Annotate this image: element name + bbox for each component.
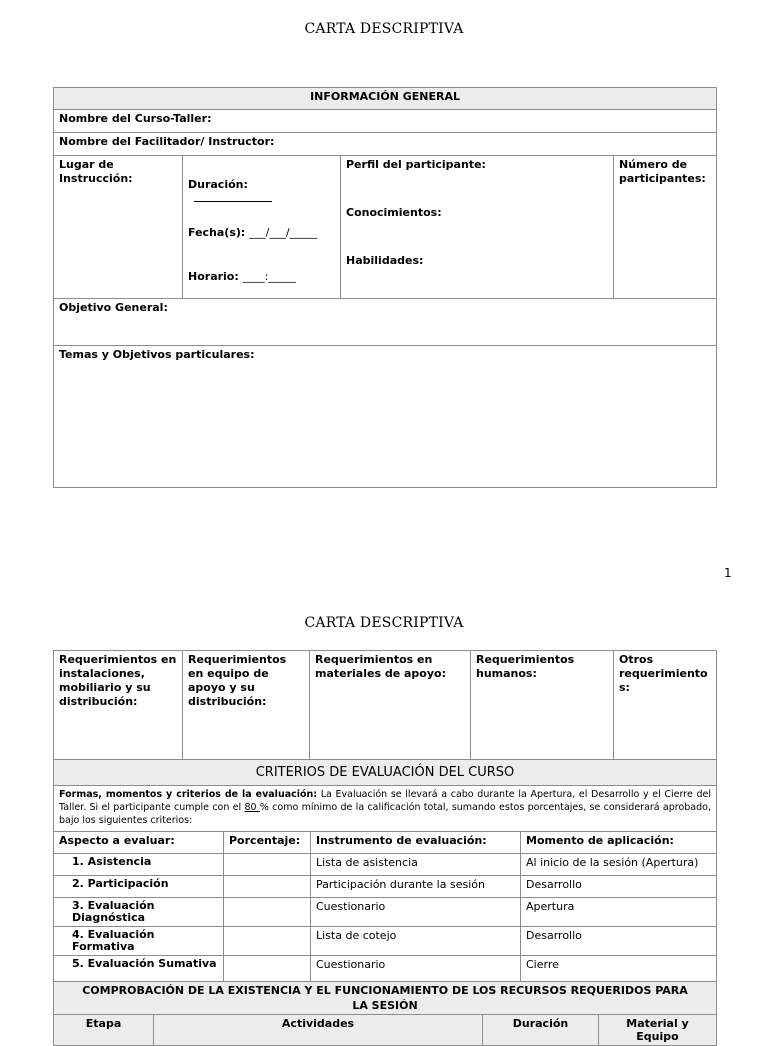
req-other-field[interactable]: Otros requerimiento s: xyxy=(614,651,717,760)
table-row xyxy=(54,956,717,982)
duration-label: Duración: xyxy=(188,178,248,191)
schedule-field[interactable] xyxy=(188,270,335,283)
eval-percent-input[interactable] xyxy=(224,927,311,956)
profile-label: Perfil del participante: xyxy=(346,158,486,171)
requirements-table xyxy=(53,650,717,832)
session-col-duration: Duración xyxy=(483,1015,599,1046)
eval-aspect: 1. Asistencia xyxy=(54,854,224,876)
evaluation-table xyxy=(53,831,717,1016)
eval-moment: Cierre xyxy=(521,956,717,982)
req-materials-field[interactable]: Requerimientos en materiales de apoyo: xyxy=(310,651,471,760)
eval-col-aspect: Aspecto a evaluar: xyxy=(54,832,224,854)
duration-line xyxy=(194,191,272,202)
eval-aspect: 5. Evaluación Sumativa xyxy=(54,956,224,982)
schedule-blank: ____:_____ xyxy=(242,270,296,283)
schedule-label: Horario: xyxy=(188,270,239,283)
eval-moment: Al inicio de la sesión (Apertura) xyxy=(521,854,717,876)
page-title-2: CARTA DESCRIPTIVA xyxy=(304,615,464,631)
eval-instrument: Participación durante la sesión xyxy=(311,876,521,898)
table-row xyxy=(54,854,717,876)
dates-field[interactable] xyxy=(188,226,335,270)
eval-moment: Desarrollo xyxy=(521,876,717,898)
place-field[interactable]: Lugar de Instrucción: xyxy=(54,156,183,299)
eval-percent-input[interactable] xyxy=(224,854,311,876)
eval-moment: Desarrollo xyxy=(521,927,717,956)
participants-field[interactable]: Número de participantes: xyxy=(614,156,717,299)
verification-header: COMPROBACIÓN DE LA EXISTENCIA Y EL FUNCIONAMIENTO DE LOS RECURSOS REQUERIDOS PARA LA SESIÓN xyxy=(54,982,717,1016)
eval-aspect: 2. Participación xyxy=(54,876,224,898)
criteria-text-bold: Formas, momentos y criterios de la evaluación: xyxy=(59,789,318,800)
table-row xyxy=(54,898,717,927)
course-name-field[interactable]: Nombre del Curso-Taller: xyxy=(54,110,717,133)
table-row xyxy=(54,876,717,898)
duration-field[interactable] xyxy=(188,178,335,226)
eval-instrument: Cuestionario xyxy=(311,956,521,982)
req-equipment-field[interactable]: Requerimientos en equipo de apoyo y su distribución: xyxy=(183,651,310,760)
eval-col-instrument: Instrumento de evaluación: xyxy=(311,832,521,854)
eval-aspect: 3. Evaluación Diagnóstica xyxy=(54,898,224,927)
criteria-percent: 80 xyxy=(244,802,260,813)
eval-percent-input[interactable] xyxy=(224,876,311,898)
dates-label: Fecha(s): xyxy=(188,226,246,239)
session-col-stage: Etapa xyxy=(54,1015,154,1046)
skills-field[interactable]: Habilidades: xyxy=(346,254,424,267)
facilitator-field[interactable]: Nombre del Facilitador/ Instructor: xyxy=(54,133,717,156)
profile-cell xyxy=(341,156,614,299)
logistics-cell xyxy=(183,156,341,299)
dates-blank: ___/___/_____ xyxy=(249,226,318,239)
general-info-table xyxy=(53,87,717,488)
session-table xyxy=(53,1014,717,1046)
eval-instrument: Lista de cotejo xyxy=(311,927,521,956)
eval-col-moment: Momento de aplicación: xyxy=(521,832,717,854)
req-installations-field[interactable]: Requerimientos en instalaciones, mobiliario y su distribución: xyxy=(54,651,183,760)
eval-moment: Apertura xyxy=(521,898,717,927)
eval-instrument: Cuestionario xyxy=(311,898,521,927)
page-number: 1 xyxy=(724,566,732,580)
eval-percent-input[interactable] xyxy=(224,956,311,982)
req-human-field[interactable]: Requerimientos humanos: xyxy=(471,651,614,760)
eval-percent-input[interactable] xyxy=(224,898,311,927)
table-row xyxy=(54,927,717,956)
eval-instrument: Lista de asistencia xyxy=(311,854,521,876)
eval-aspect: 4. Evaluación Formativa xyxy=(54,927,224,956)
session-col-material: Material y Equipo xyxy=(599,1015,717,1046)
criteria-text xyxy=(54,786,717,832)
general-info-header: INFORMACIÓN GENERAL xyxy=(54,88,717,110)
knowledge-field[interactable]: Conocimientos: xyxy=(346,206,442,219)
criteria-text-1: La Evaluación se llevará a cabo durante la Apertura, el Desarrollo y el Cierre del Taller. Si el participante cumple con el xyxy=(59,789,711,813)
criteria-text-2: % como mínimo de la calificación total, sumando estos porcentajes, se considerará aprobado, bajo los siguientes criterios: xyxy=(59,802,711,826)
objective-field[interactable]: Objetivo General: xyxy=(54,299,717,346)
page-title: CARTA DESCRIPTIVA xyxy=(304,21,464,37)
session-col-activities: Actividades xyxy=(154,1015,483,1046)
criteria-header: CRITERIOS DE EVALUACIÓN DEL CURSO xyxy=(54,760,717,786)
eval-col-percent: Porcentaje: xyxy=(224,832,311,854)
topics-field[interactable]: Temas y Objetivos particulares: xyxy=(54,346,717,488)
